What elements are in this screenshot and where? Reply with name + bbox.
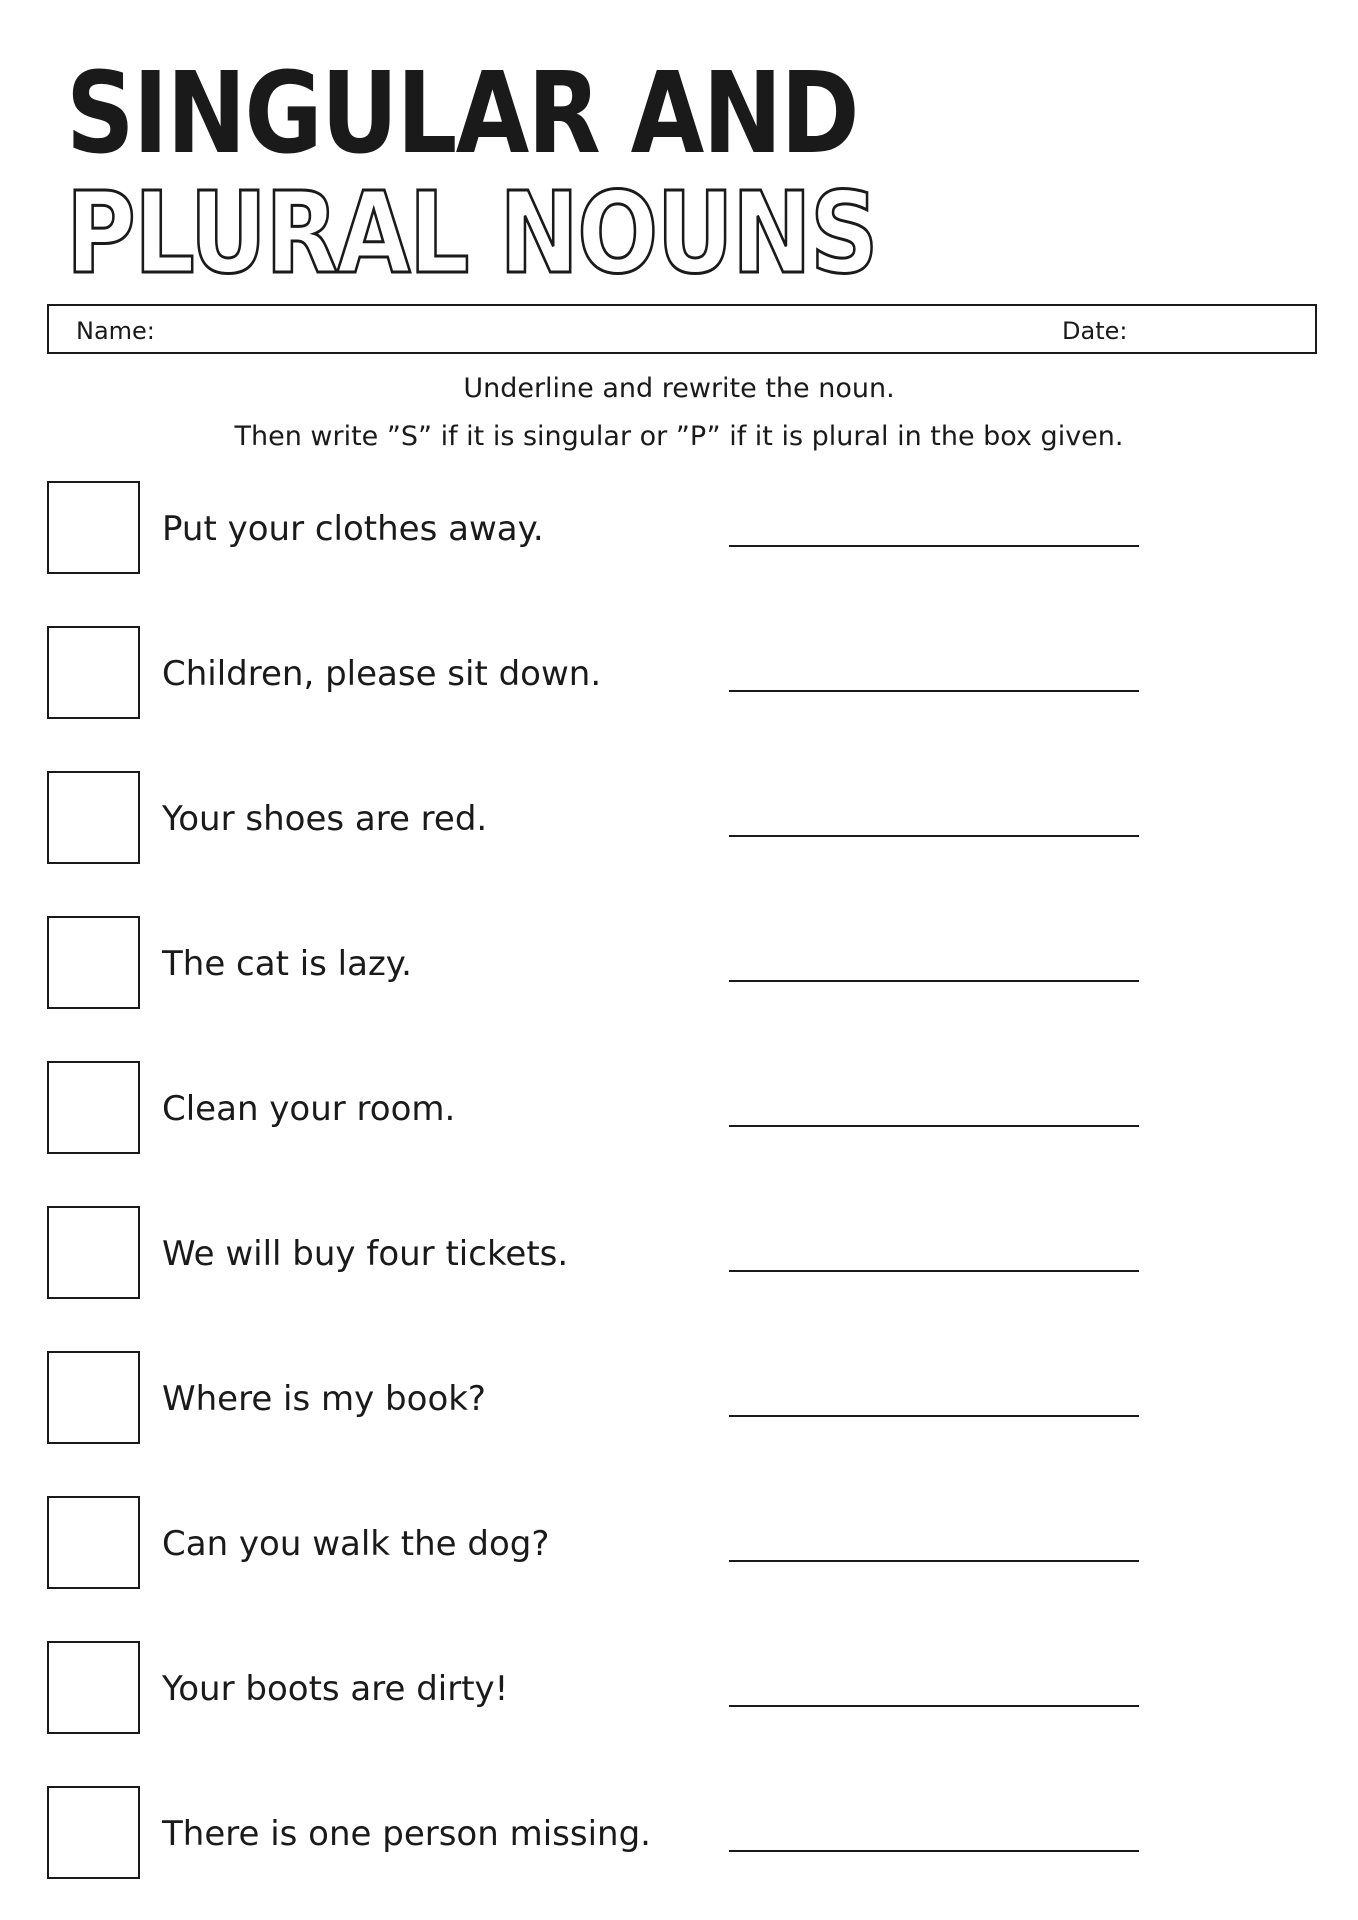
exercise-item-4: [0, 916, 1358, 1010]
name-label: Name:: [76, 317, 155, 345]
rewrite-answer-line[interactable]: [729, 1850, 1139, 1852]
rewrite-answer-line[interactable]: [729, 1270, 1139, 1272]
rewrite-answer-line[interactable]: [729, 1560, 1139, 1562]
exercise-item-9: [0, 1641, 1358, 1735]
exercise-item-10: [0, 1786, 1358, 1880]
exercise-sentence: Children, please sit down.: [162, 654, 602, 694]
exercise-sentence: The cat is lazy.: [162, 944, 412, 984]
singular-plural-box[interactable]: [47, 1786, 140, 1879]
exercise-sentence: There is one person missing.: [162, 1814, 651, 1854]
singular-plural-box[interactable]: [47, 1641, 140, 1734]
singular-plural-box[interactable]: [47, 626, 140, 719]
title-line-1: SINGULAR AND: [66, 49, 858, 179]
singular-plural-box[interactable]: [47, 916, 140, 1009]
singular-plural-box[interactable]: [47, 1496, 140, 1589]
exercise-item-2: [0, 626, 1358, 720]
exercise-item-1: [0, 481, 1358, 575]
rewrite-answer-line[interactable]: [729, 690, 1139, 692]
exercise-sentence: We will buy four tickets.: [162, 1234, 569, 1274]
instruction-line-1: Underline and rewrite the noun.: [463, 373, 895, 404]
title-line-2: PLURAL NOUNS: [66, 169, 877, 299]
rewrite-answer-line[interactable]: [729, 1415, 1139, 1417]
singular-plural-box[interactable]: [47, 1061, 140, 1154]
singular-plural-box[interactable]: [47, 1206, 140, 1299]
exercise-item-5: [0, 1061, 1358, 1155]
rewrite-answer-line[interactable]: [729, 835, 1139, 837]
exercise-sentence: Your shoes are red.: [162, 799, 488, 839]
singular-plural-box[interactable]: [47, 1351, 140, 1444]
exercise-item-3: [0, 771, 1358, 865]
exercise-sentence: Where is my book?: [162, 1379, 486, 1419]
rewrite-answer-line[interactable]: [729, 980, 1139, 982]
exercise-sentence: Your boots are dirty!: [162, 1669, 509, 1709]
rewrite-answer-line[interactable]: [729, 1125, 1139, 1127]
rewrite-answer-line[interactable]: [729, 545, 1139, 547]
singular-plural-box[interactable]: [47, 481, 140, 574]
exercise-sentence: Clean your room.: [162, 1089, 456, 1129]
rewrite-answer-line[interactable]: [729, 1705, 1139, 1707]
name-date-bar: [47, 304, 1317, 354]
singular-plural-box[interactable]: [47, 771, 140, 864]
exercise-sentence: Put your clothes away.: [162, 509, 544, 549]
exercise-item-6: [0, 1206, 1358, 1300]
exercise-sentence: Can you walk the dog?: [162, 1524, 550, 1564]
date-label: Date:: [1062, 317, 1128, 345]
exercise-item-8: [0, 1496, 1358, 1590]
exercise-item-7: [0, 1351, 1358, 1445]
instruction-line-2: Then write ”S” if it is singular or ”P” if it is plural in the box given.: [234, 421, 1124, 452]
